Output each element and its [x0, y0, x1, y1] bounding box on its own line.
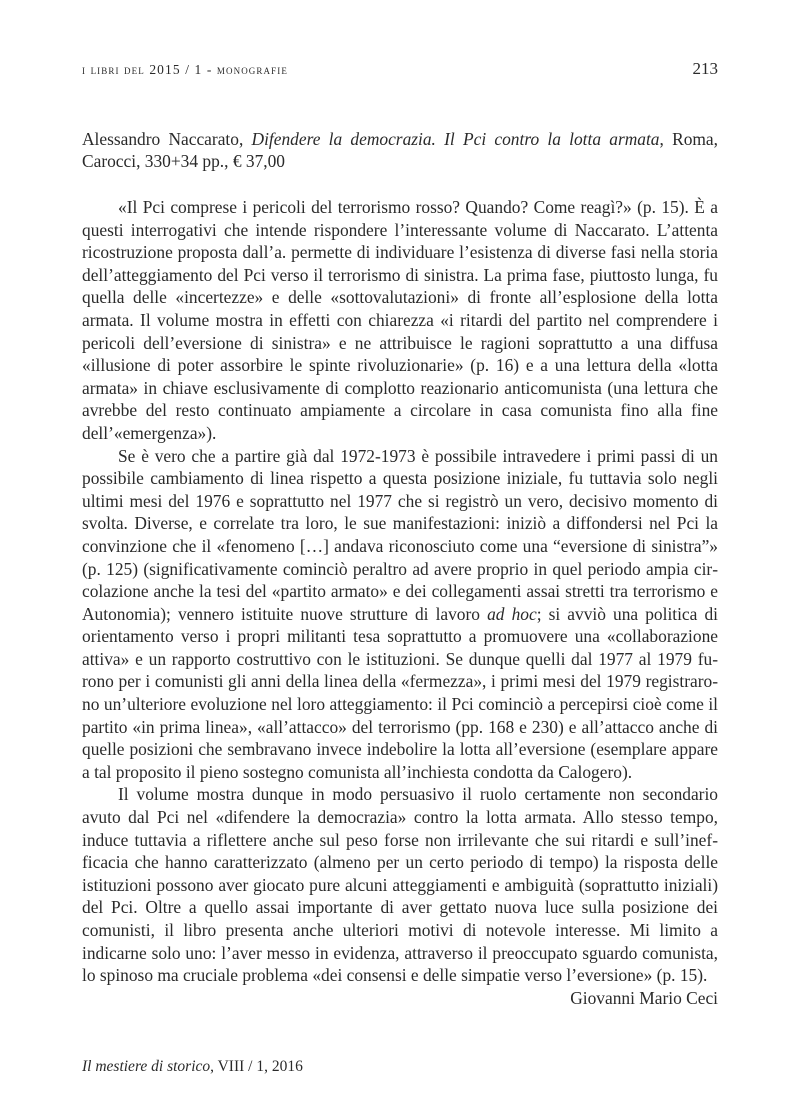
review-paragraph-1: «Il Pci comprese i pericoli del terrorismo rosso? Quando? Come reagì?» (p. 15). È a questi interrogativi che intende rispondere l’interessante volume di Naccarato. L’attenta ricostruzione proposta dall’a. permette di individuare l’esistenza di diverse fasi nella storia dell’atteggiamento del Pci verso il terrorismo di sinistra. La prima fase, piuttosto lunga, fu quella delle «incertezze» e delle «sottovalutazioni» di fronte all’esplosione della lotta armata. Il volume mostra in effetti con chiarezza «i ritardi del partito nel comprendere i pericoli dell’eversione di sinistra» e ne attribuisce le ragioni soprattutto a una diffusa «illusione di poter assorbire le spinte rivoluzionarie» (p. 16) e a una lettura della «lotta armata» in chiave esclusivamente di complotto reazionario anticomunista (una lettura che avrebbe del resto continuato ampiamente a circolare in casa comunista fino alla fine dell’«emergenza»). [82, 197, 718, 443]
citation-publication: , Roma, Carocci, 330+34 pp., € 37,00 [82, 129, 718, 171]
review-body [82, 196, 718, 1009]
running-title: i libri del 2015 / 1 - monografie [82, 62, 288, 77]
reviewer-signature: Giovanni Mario Ceci [570, 987, 718, 1008]
review-paragraph-3: Il volume mostra dunque in modo persuasivo il ruolo certamente non secondario avuto dal Pci nel «difendere la democrazia» contro la lotta armata. Allo stesso tempo, induce tuttavia a riflettere anche sul peso forse non irrilevante che sui ritardi e sull’inefficacia che hanno caratterizzato (almeno per un certo periodo di tempo) la risposta delle istituzioni possono aver giocato pure alcuni atteggiamenti e ambiguità (soprattutto iniziali) del Pci. Oltre a quello assai importante di aver gettato nuova luce sulla posizione dei comunisti, il libro presenta anche ulteriori motivi di notevole interesse. Mi limito a indicarne solo uno: l’aver messo in evidenza, attraverso il preoccupato sguardo comunista, lo spinoso ma cruciale problema «dei consensi e delle simpatie verso l’eversione» (p. 15). [82, 784, 718, 986]
book-citation [82, 128, 718, 172]
journal-title: Il mestiere di storico [82, 1058, 211, 1075]
citation-title: Difendere la democrazia. Il Pci contro la lotta armata [251, 129, 660, 149]
journal-issue: , VIII / 1, 2016 [210, 1058, 303, 1075]
citation-author: Alessandro Naccarato, [82, 129, 244, 149]
page-number: 213 [692, 59, 718, 78]
running-head [82, 59, 718, 78]
journal-footer [82, 1058, 303, 1076]
paragraph-2-text-b: ; si avviò una politica di orientamento verso i propri militanti tesa soprattutto a promuovere una «collaborazione attiva» e un rapporto costruttivo con le istituzioni. Se dunque quelli dal 1977 al 1979 furono per i comunisti gli anni della linea della «fermezza», i primi mesi del 1979 registrarono un’ulteriore evoluzione nel loro atteggiamento: il Pci cominciò a percepirsi cioè come il partito «in prima linea», «all’attacco» del terrorismo (pp. 168 e 230) e all’attacco anche di quelle posizioni che sembravano invece indebolire la lotta all’eversione (esemplare appare a tal proposito il pieno sostegno comunista all’inchiesta condotta da Calogero). [82, 603, 718, 782]
page [82, 0, 718, 1120]
paragraph-2-emphasis: ad hoc [487, 603, 537, 624]
paragraph-2-text-a: Se è vero che a partire già dal 1972-1973 è possibile intravedere i primi passi di un possibile cambiamento di linea rispetto a questa posizione iniziale, fu tuttavia solo negli ultimi mesi del 1976 e soprattutto nel 1977 che si registrò un vero, decisivo momento di svolta. Diverse, e correlate tra loro, le sue manifestazioni: iniziò a diffondersi nel Pci la convinzione che il «fenomeno […] andava riconosciuto come una “eversione di sinistra”» (p. 125) (significativamente cominciò peraltro ad avere proprio in quel periodo ampia circolazione anche la tesi del «partito armato» e dei collegamenti assai stretti tra terrorismo e Autonomia); vennero istituite nuove strutture di lavoro [82, 445, 718, 624]
review-paragraph-2 [82, 445, 718, 784]
